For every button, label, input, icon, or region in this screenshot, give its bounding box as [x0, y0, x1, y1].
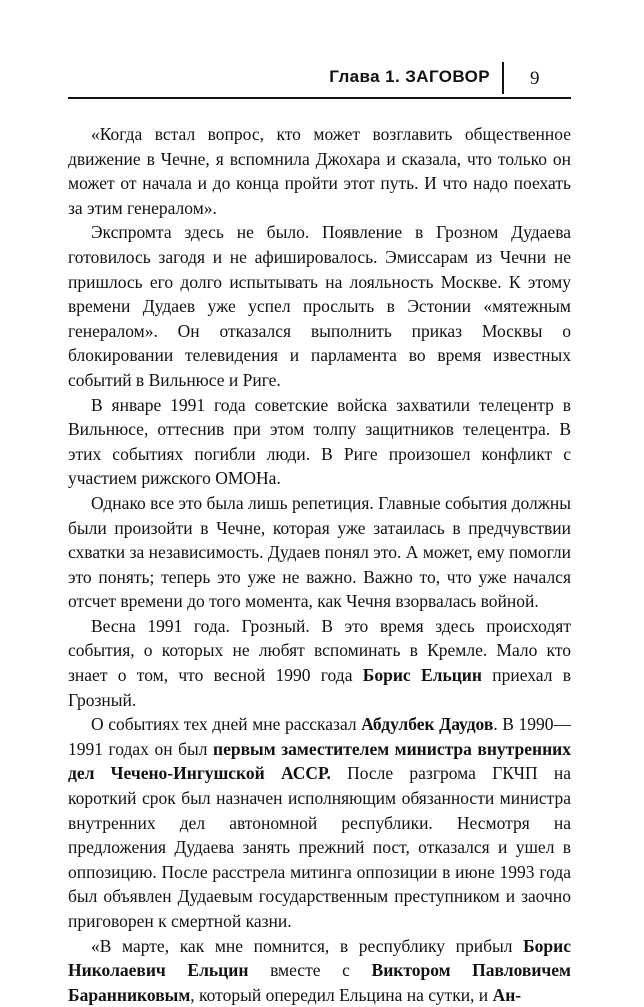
text-run: Однако все это была лишь репетиция. Главные события должны были произойти в Чечне, которая уже затаилась в предчувствии схватки за независимость. Дудаев понял это. А может, ему помогли это понять; теперь это уже не важно. Важно то, что уже начался отсчет времени до того момента, как Чечня взорвалась войной.: [68, 492, 571, 612]
bold-name: первым заместителем министра внутренних дел Чечено-Ингушской АССР.: [68, 738, 571, 784]
bold-name: Борис Ельцин: [362, 665, 482, 686]
paragraph: [68, 122, 571, 220]
bold-name: Ан-: [492, 984, 522, 1005]
paragraph: [68, 220, 571, 392]
text-run: , который опередил Ельцина на сутки, и: [190, 984, 493, 1005]
bold-name: Борис Николаевич Ельцин: [68, 935, 571, 981]
paragraph: [68, 491, 571, 614]
header-rule: [68, 97, 571, 99]
text-run: После разгрома ГКЧП на короткий срок был назначен исполняющим обязанности министра внутренних дел автономной республики. Несмотря на предложения Дудаева занять прежний пост, отказался и ушел в оппозицию. После расстрела митинга оппозиции в июне 1993 года был объявлен Дудаевым государственным преступником и заочно приговорен к смертной казни.: [68, 763, 571, 931]
paragraph: [68, 614, 571, 712]
text-run: В январе 1991 года советские войска захватили телецентр в Вильнюсе, оттеснив при этом толпу защитников телецентра. В этих событиях погибли люди. В Риге произошел конфликт с участием рижского ОМОНа.: [68, 394, 571, 489]
header-separator: [502, 62, 504, 94]
text-run: Весна 1991 года. Грозный. В это время здесь происходят события, о которых не любят вспоминать в Кремле. Мало кто знает о том, что весной 1990 года: [68, 615, 571, 686]
running-header-chapter: Глава 1. ЗАГОВОР: [329, 67, 490, 86]
text-run: О событиях тех дней мне рассказал: [91, 714, 362, 735]
text-run: приехал в Грозный.: [68, 665, 571, 710]
bold-name: Виктором Павловичем Баранниковым: [68, 960, 571, 1005]
text-run: Экспромта здесь не было. Появление в Грозном Дудаева готовилось загодя и не афишировалось. Эмиссарам из Чечни не пришлось его долго испытывать на лояльность Москве. К этому времени Дудаев уже успел прослыть в Эстонии «мятежным генералом». Он отказался выполнить приказ Москвы о блокировании телевидения и парламента во время известных событий в Вильнюсе и Риге.: [68, 222, 571, 390]
page-number: 9: [530, 68, 540, 89]
text-run: вместе с: [248, 960, 372, 981]
text-run: «В марте, как мне помнится, в республику прибыл: [91, 935, 524, 956]
bold-name: Абдулбек Даудов: [361, 714, 494, 735]
paragraph: [68, 712, 571, 933]
body-text: [68, 122, 571, 1007]
paragraph: [68, 393, 571, 491]
paragraph: [68, 934, 571, 1007]
text-run: «Когда встал вопрос, кто может возглавить общественное движение в Чечне, я вспомнила Джохара и сказала, что только он может от начала и до конца пройти этот путь. И что надо поехать за этим генералом».: [68, 124, 571, 218]
text-run: . В 1990—1991 годах он был: [68, 714, 571, 759]
